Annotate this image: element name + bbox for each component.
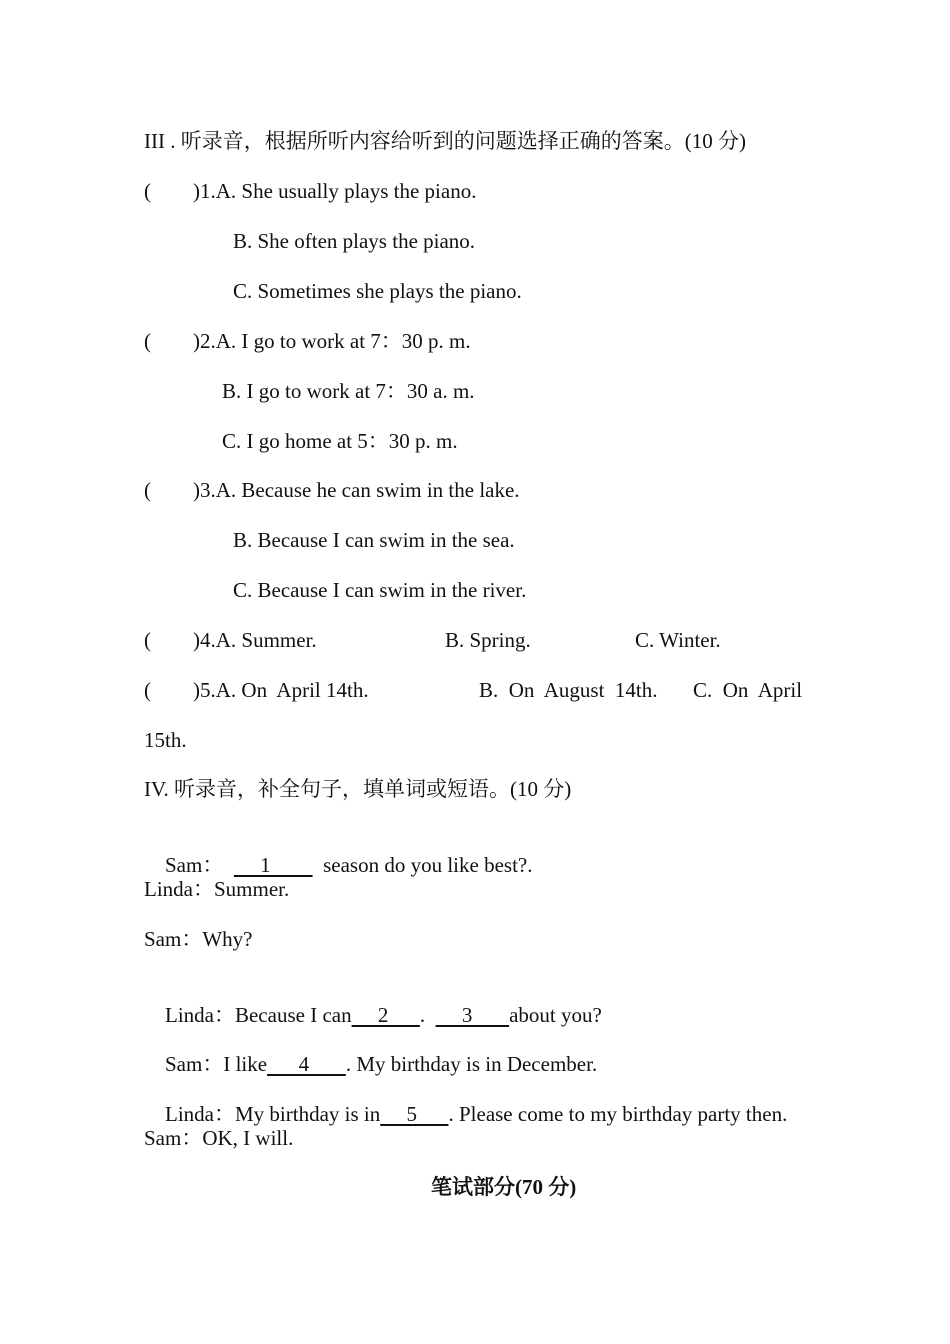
- question-2-option-c: C. I go home at 5：30 p. m.: [222, 429, 458, 453]
- question-3-option-b: B. Because I can swim in the sea.: [233, 528, 515, 552]
- question-3-option-a: ( )3.A. Because he can swim in the lake.: [144, 478, 520, 502]
- sentence-text: season do you like best?.: [312, 853, 533, 877]
- question-5-option-c-continued: 15th.: [144, 728, 187, 752]
- question-2-option-a: ( )2.A. I go to work at 7：30 p. m.: [144, 329, 471, 353]
- question-1-option-a: ( )1.A. She usually plays the piano.: [144, 179, 477, 203]
- dialogue-line-2: Linda：Summer.: [144, 877, 290, 901]
- question-5-option-c: C. On April: [693, 678, 803, 702]
- blank-1: 1: [233, 853, 313, 877]
- blank-5: 5: [380, 1102, 449, 1126]
- sentence-text: . Please come to my birthday party then.: [448, 1102, 788, 1126]
- blank-4: 4: [267, 1052, 346, 1076]
- question-4-option-a: ( )4.A. Summer.: [144, 628, 317, 652]
- question-4-option-c: C. Winter.: [635, 628, 721, 652]
- speaker-text: Linda：Because I can: [165, 1003, 352, 1027]
- blank-3: 3: [435, 1003, 510, 1027]
- blank-2: 2: [351, 1003, 420, 1027]
- question-5-option-a: ( )5.A. On April 14th.: [144, 678, 369, 702]
- written-section-title: 笔试部分(70 分): [431, 1175, 577, 1199]
- speaker-text: Sam：: [165, 853, 234, 877]
- section-4-title: IV. 听录音，补全句子，填单词或短语。(10 分): [144, 777, 572, 801]
- question-4-option-b: B. Spring.: [445, 628, 531, 652]
- question-2-option-b: B. I go to work at 7：30 a. m.: [222, 379, 475, 403]
- speaker-text: Sam：I like: [165, 1052, 268, 1076]
- question-1-option-b: B. She often plays the piano.: [233, 229, 476, 253]
- dialogue-line-7: Sam：OK, I will.: [144, 1126, 294, 1150]
- sentence-text: about you?: [509, 1003, 602, 1027]
- dialogue-line-3: Sam：Why?: [144, 927, 253, 951]
- question-5-option-b: B. On August 14th.: [479, 678, 658, 702]
- question-1-option-c: C. Sometimes she plays the piano.: [233, 279, 522, 303]
- sentence-text: .: [419, 1003, 436, 1027]
- question-3-option-c: C. Because I can swim in the river.: [233, 578, 527, 602]
- section-3-title: III . 听录音，根据所听内容给听到的问题选择正确的答案。(10 分): [144, 129, 746, 153]
- sentence-text: . My birthday is in December.: [345, 1052, 598, 1076]
- speaker-text: Linda：My birthday is in: [165, 1102, 381, 1126]
